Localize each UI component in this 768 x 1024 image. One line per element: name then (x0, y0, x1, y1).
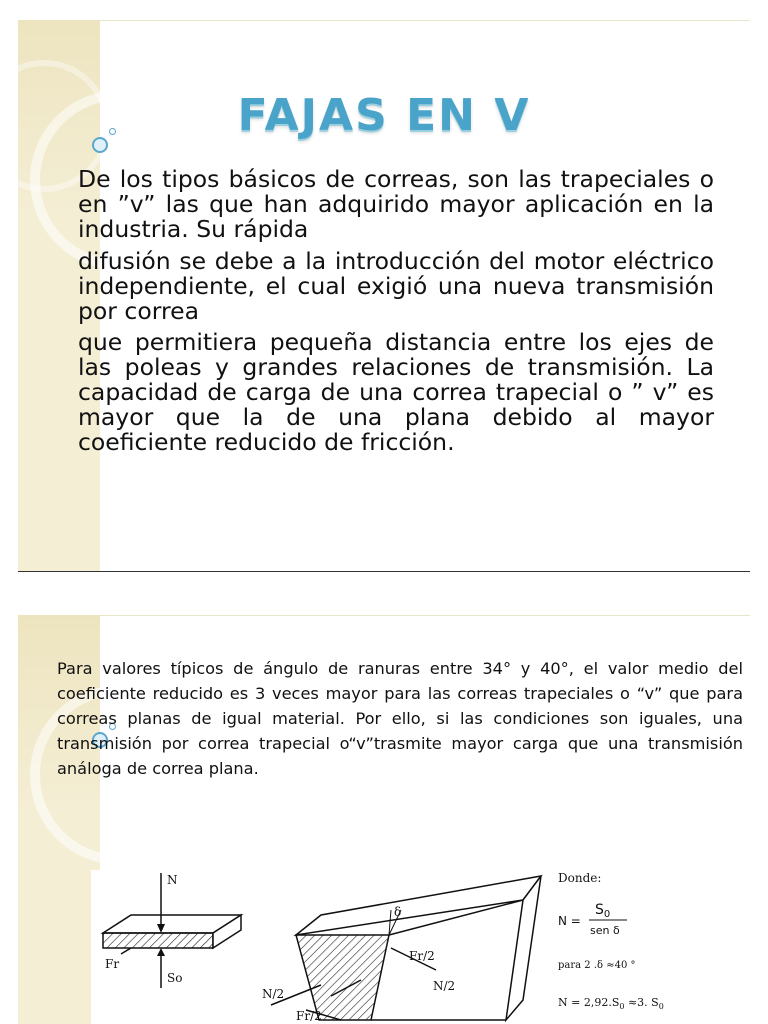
formula-numerator: $S_0$ (595, 902, 611, 920)
slide-top-border (18, 615, 750, 616)
slide-2-body: Para valores típicos de ángulo de ranuras entre 34° y 40°, el valor medio del coeficiente reducido es 3 veces mayor para las correas trapeciales o “v” que para correas planas de igual material. Por ello, si las condiciones son iguales, una transmisión por correa trapecial o“v”trasmite mayor carga que una transmisión análoga de correa plana. (57, 659, 743, 779)
label-so: So (167, 971, 183, 985)
formula-n-eq: N = (558, 914, 581, 928)
label-fr2-right: Fr/2 (409, 949, 435, 963)
label-n2-left: N/2 (262, 987, 285, 1001)
paragraph-1: De los tipos básicos de correas, son las trapeciales o en ”v” las que han adquirido mayor aplicación en la industria. Su rápida (78, 165, 714, 243)
slide-2 (18, 615, 750, 1024)
formula-denominator: sen δ (590, 924, 620, 937)
formula-donde: Donde: (558, 871, 602, 885)
label-fr: Fr (105, 957, 120, 971)
paragraph-3-text: que permitiera pequeña distancia entre los ejes de las poleas y grandes relaciones de transmisión. La capacidad de carga de una correa trapecial o ” v” es mayor que la de una plana debido al mayor coeficiente reducido de fricción. (78, 328, 714, 457)
formula-result: $N = 2,92.S_0 \approx 3$. $S_0$ (558, 996, 664, 1011)
label-n2-right: N/2 (433, 979, 456, 993)
slide-top-border (18, 20, 750, 21)
belt-force-diagram (91, 870, 664, 1024)
formula-para: para 2 .δ ≈40 ° (558, 960, 636, 971)
label-n: N (167, 873, 178, 887)
paragraph-2: difusión se debe a la introducción del motor eléctrico independiente, el cual exigió una nueva transmisión por correa (78, 246, 714, 325)
slide-1-body (78, 167, 714, 462)
paragraph-3 (78, 330, 714, 455)
slide-bottom-border (18, 571, 750, 572)
slide-1 (18, 20, 750, 572)
slide-title: FAJAS EN V (237, 90, 531, 141)
label-delta: δ (394, 905, 402, 919)
label-fr2-bottom: Fr/2 (296, 1009, 322, 1023)
